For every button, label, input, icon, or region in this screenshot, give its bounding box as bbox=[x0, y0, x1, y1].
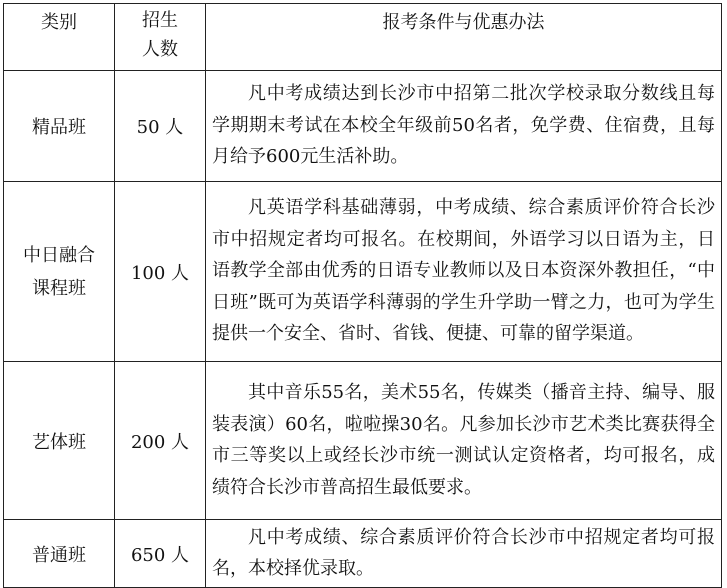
class-category-line2: 课程班 bbox=[32, 277, 86, 299]
class-category-line1: 中日融合 bbox=[23, 244, 95, 266]
conditions-cell: 凡中考成绩达到长沙市中招第二批次学校录取分数线且每学期期末考试在本校全年级前50名者，免学费、住宿费，且每月给予600元生活补助。 bbox=[206, 71, 722, 182]
enrollment-count-cell: 650 人 bbox=[115, 520, 206, 588]
class-category-cell bbox=[4, 182, 115, 362]
conditions-cell: 凡英语学科基础薄弱，中考成绩、综合素质评价符合长沙市中招规定者均可报名。在校期间，外语学习以日语为主，日语教学全部由优秀的日语专业教师以及日本资深外教担任，“中日班”既可为英语学科薄弱的学生升学助一臂之力，也可为学生提供一个安全、省时、省钱、便捷、可靠的留学渠道。 bbox=[206, 182, 722, 362]
class-category-cell: 精品班 bbox=[4, 71, 115, 182]
table-header-row bbox=[4, 4, 722, 71]
conditions-cell: 凡中考成绩、综合素质评价符合长沙市中招规定者均可报名，本校择优录取。 bbox=[206, 520, 722, 588]
header-enrollment-count bbox=[115, 4, 206, 71]
conditions-cell: 其中音乐55名，美术55名，传媒类（播音主持、编导、服装表演）60名，啦啦操30名。凡参加长沙市艺术类比赛获得全市三等奖以上或经长沙市统一测试认定资格者，均可报名，成绩符合长沙市普高招生最低要求。 bbox=[206, 362, 722, 520]
header-category: 类别 bbox=[4, 4, 115, 71]
enrollment-count-cell: 100 人 bbox=[115, 182, 206, 362]
enrollment-table bbox=[3, 3, 722, 588]
class-category-cell: 艺体班 bbox=[4, 362, 115, 520]
table-row bbox=[4, 362, 722, 520]
header-enrollment-line1: 招生 bbox=[142, 10, 178, 31]
table-row bbox=[4, 520, 722, 588]
enrollment-count-cell: 50 人 bbox=[115, 71, 206, 182]
class-category-cell: 普通班 bbox=[4, 520, 115, 588]
table-row bbox=[4, 182, 722, 362]
enrollment-count-cell: 200 人 bbox=[115, 362, 206, 520]
table-row bbox=[4, 71, 722, 182]
header-enrollment-line2: 人数 bbox=[142, 39, 178, 60]
header-conditions: 报考条件与优惠办法 bbox=[206, 4, 722, 71]
